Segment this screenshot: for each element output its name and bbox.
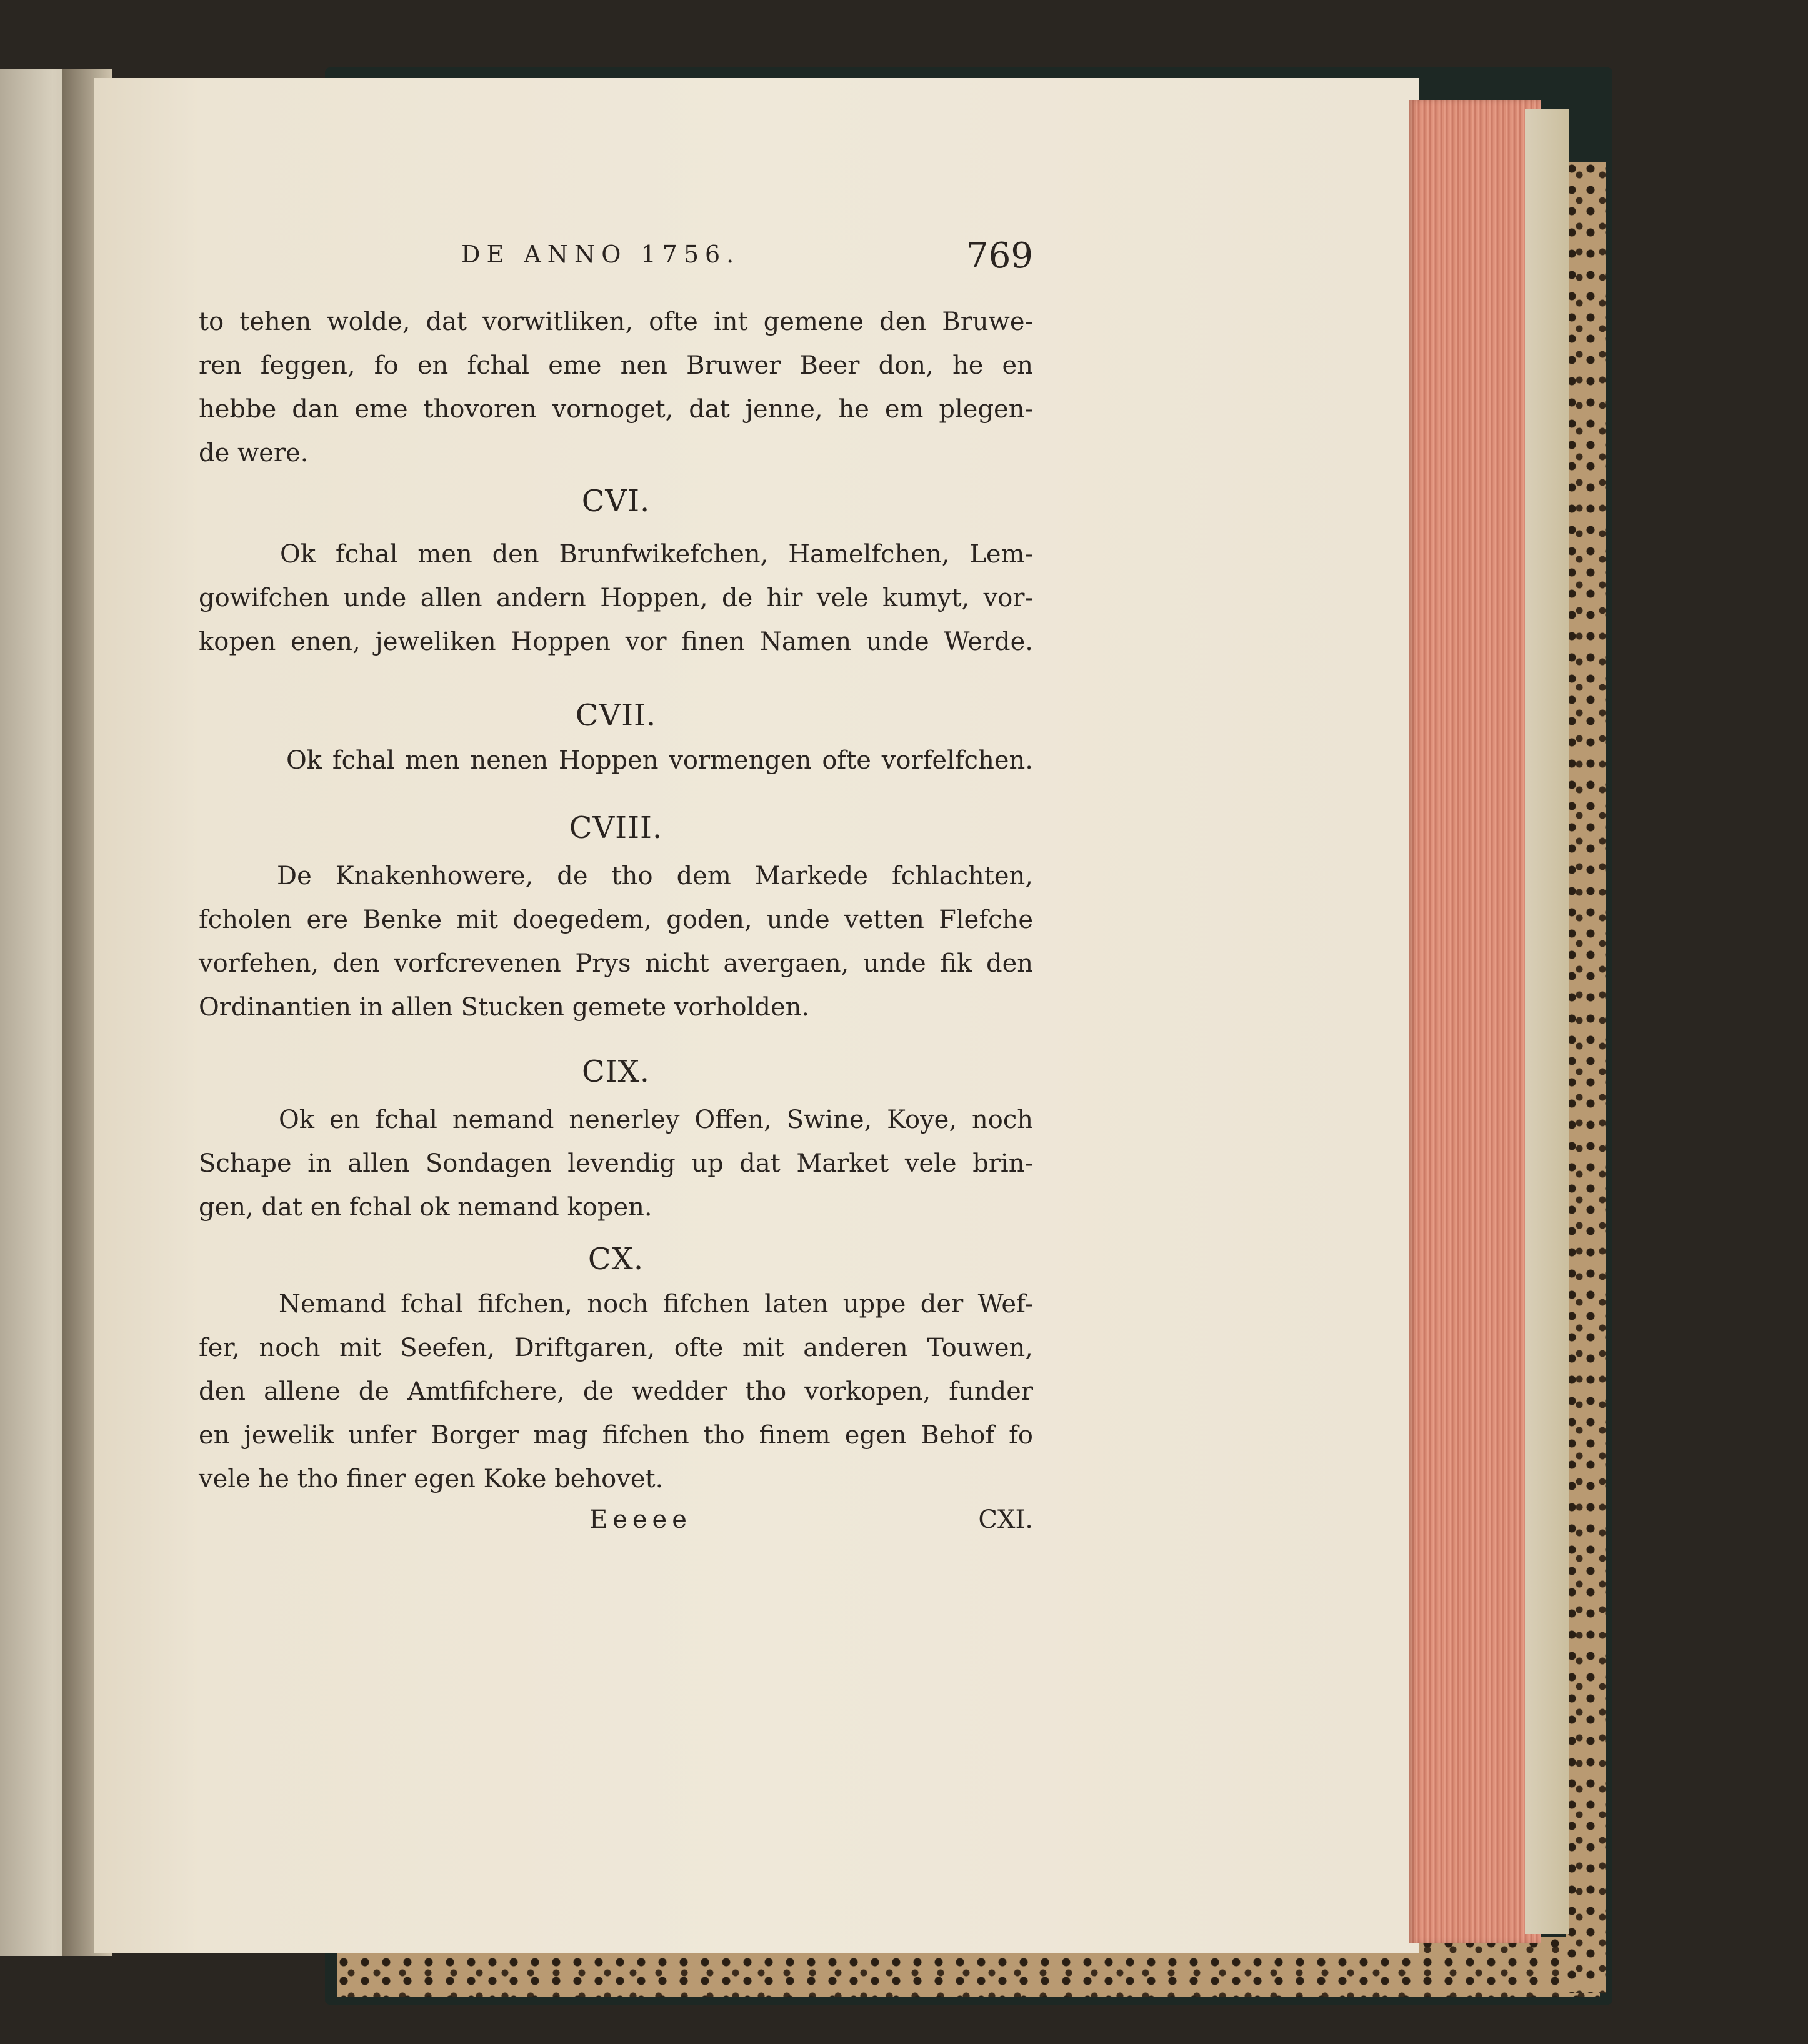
text-line: Nemand fchal fifchen, noch fifchen laten uppe der Wef- xyxy=(279,1290,1033,1319)
text-line: gen, dat en fchal ok nemand kopen. xyxy=(199,1193,652,1222)
text-line: Ok fchal men nenen Hoppen vormengen ofte vorfelfchen. xyxy=(286,746,1033,775)
section-number: CVII. xyxy=(575,698,657,733)
page-fore-edge xyxy=(1409,100,1541,1943)
text-line: Ok fchal men den Brunfwikefchen, Hamelfchen, Lem- xyxy=(280,540,1033,569)
section-number: CX. xyxy=(587,1242,644,1277)
text-line: Ordinantien in allen Stucken gemete vorholden. xyxy=(199,993,810,1022)
text-line: fcholen ere Benke mit doegedem, goden, unde vetten Flefche xyxy=(199,905,1033,934)
section-number: CIX. xyxy=(581,1054,651,1089)
text-line: ren feggen, fo en fchal eme nen Bruwer Beer don, he en xyxy=(199,351,1033,380)
text-line: en jewelik unfer Borger mag fifchen tho finem egen Behof fo xyxy=(199,1421,1033,1450)
next-section-catchword: CXI. xyxy=(978,1505,1033,1534)
text-line: vorfehen, den vorfcrevenen Prys nicht avergaen, unde fik den xyxy=(199,949,1033,978)
section-number: CVIII. xyxy=(569,810,663,845)
page-fore-edge-cream xyxy=(1525,109,1569,1934)
text-line: vele he tho finer egen Koke behovet. xyxy=(199,1465,664,1493)
page-number: 769 xyxy=(966,236,1033,276)
marbled-edge-right xyxy=(1566,162,1606,1993)
text-line: gowifchen unde allen andern Hoppen, de hir vele kumyt, vor- xyxy=(199,584,1033,612)
text-line: kopen enen, jeweliken Hoppen vor finen Namen unde Werde. xyxy=(199,627,1033,656)
text-line: De Knakenhowere, de tho dem Markede fchlachten, xyxy=(277,862,1033,890)
text-line: Ok en fchal nemand nenerley Offen, Swine, Koye, noch xyxy=(279,1105,1033,1134)
text-line: fer, noch mit Seefen, Driftgaren, ofte mit anderen Touwen, xyxy=(199,1334,1033,1362)
catchword: Eeeee xyxy=(589,1505,692,1534)
page-header xyxy=(199,236,1033,284)
text-line: den allene de Amtfifchere, de wedder tho vorkopen, funder xyxy=(199,1377,1033,1406)
text-line: Schape in allen Sondagen levendig up dat Market vele brin- xyxy=(199,1149,1033,1178)
text-line: to tehen wolde, dat vorwitliken, ofte int gemene den Bruwe- xyxy=(199,307,1033,336)
text-line: hebbe dan eme thovoren vornoget, dat jenne, he em plegen- xyxy=(199,395,1033,424)
section-number: CVI. xyxy=(581,484,651,519)
running-head: DE ANNO 1756. xyxy=(461,241,741,268)
text-line: de were. xyxy=(199,439,309,467)
